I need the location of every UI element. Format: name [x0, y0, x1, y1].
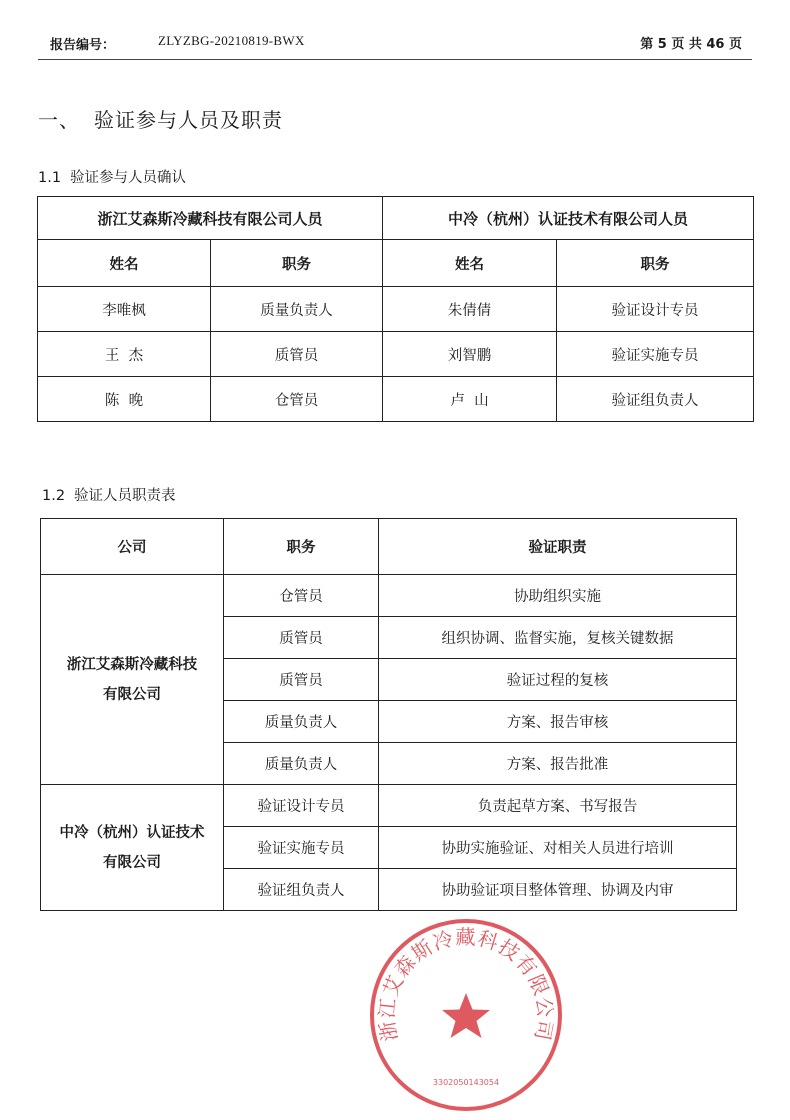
table-row — [41, 785, 737, 827]
report-number-label: 报告编号： — [50, 38, 116, 53]
role-cell: 质量负责人 — [224, 701, 379, 743]
column-header-title: 职务 — [224, 519, 379, 575]
table-row — [41, 575, 737, 617]
column-header-name: 姓名 — [383, 240, 557, 287]
company-name-line: 浙江艾森斯冷藏科技 — [66, 656, 198, 673]
company-seal — [366, 915, 566, 1115]
header-divider — [38, 59, 752, 60]
duty-cell: 协助组织实施 — [379, 575, 737, 617]
report-number: ZLYZBG-20210819-BWX — [158, 33, 305, 48]
section-number: 一、 — [38, 108, 80, 132]
page-indicator: 第 5 页 共 46 页 — [640, 37, 742, 52]
subsection-number: 1.1 — [38, 170, 62, 186]
seal-text: 浙江艾森斯冷藏科技有限公司 — [374, 925, 558, 1044]
person-name: 王 杰 — [38, 332, 211, 377]
role-cell: 质量负责人 — [224, 743, 379, 785]
person-title: 验证设计专员 — [557, 287, 754, 332]
duty-cell: 组织协调、监督实施，复核关键数据 — [379, 617, 737, 659]
person-name: 刘智鹏 — [383, 332, 557, 377]
table-row — [38, 377, 754, 422]
star-icon — [442, 993, 490, 1038]
person-name: 陈 晚 — [38, 377, 211, 422]
section-title: 验证参与人员及职责 — [94, 108, 283, 132]
duty-cell: 协助实施验证、对相关人员进行培训 — [379, 827, 737, 869]
subsection-number: 1.2 — [42, 488, 66, 504]
column-header-duty: 验证职责 — [379, 519, 737, 575]
person-title: 质管员 — [211, 332, 383, 377]
person-title: 验证实施专员 — [557, 332, 754, 377]
subsection-heading-1-1 — [38, 166, 186, 187]
page-header — [0, 0, 790, 60]
role-cell: 验证实施专员 — [224, 827, 379, 869]
duty-cell: 验证过程的复核 — [379, 659, 737, 701]
person-name: 朱倩倩 — [383, 287, 557, 332]
role-cell: 质管员 — [224, 659, 379, 701]
person-name: 卢 山 — [383, 377, 557, 422]
company-name-line: 有限公司 — [103, 686, 161, 703]
person-title: 质量负责人 — [211, 287, 383, 332]
group-header-certifier: 中冷（杭州）认证技术有限公司人员 — [383, 197, 754, 240]
company-cell — [41, 785, 224, 911]
table-row — [38, 287, 754, 332]
role-cell: 仓管员 — [224, 575, 379, 617]
person-title: 验证组负责人 — [557, 377, 754, 422]
duty-cell: 负责起草方案、书写报告 — [379, 785, 737, 827]
column-header-company: 公司 — [41, 519, 224, 575]
role-cell: 验证组负责人 — [224, 869, 379, 911]
seal-serial: 3302050143054 — [432, 1078, 500, 1087]
column-header-title: 职务 — [557, 240, 754, 287]
duty-cell: 协助验证项目整体管理、协调及内审 — [379, 869, 737, 911]
responsibility-table — [40, 518, 737, 911]
role-cell: 质管员 — [224, 617, 379, 659]
company-name-line: 有限公司 — [103, 854, 161, 871]
column-header-name: 姓名 — [38, 240, 211, 287]
duty-cell: 方案、报告批准 — [379, 743, 737, 785]
duty-cell: 方案、报告审核 — [379, 701, 737, 743]
company-cell — [41, 575, 224, 785]
subsection-title: 验证人员职责表 — [74, 488, 176, 504]
personnel-confirmation-table — [37, 196, 754, 422]
section-heading — [38, 104, 283, 133]
column-header-title: 职务 — [211, 240, 383, 287]
subsection-title: 验证参与人员确认 — [70, 170, 186, 186]
person-title: 仓管员 — [211, 377, 383, 422]
subsection-heading-1-2 — [42, 484, 176, 505]
table-row — [38, 332, 754, 377]
group-header-client: 浙江艾森斯冷藏科技有限公司人员 — [38, 197, 383, 240]
person-name: 李唯枫 — [38, 287, 211, 332]
role-cell: 验证设计专员 — [224, 785, 379, 827]
company-name-line: 中冷（杭州）认证技术 — [59, 824, 205, 841]
